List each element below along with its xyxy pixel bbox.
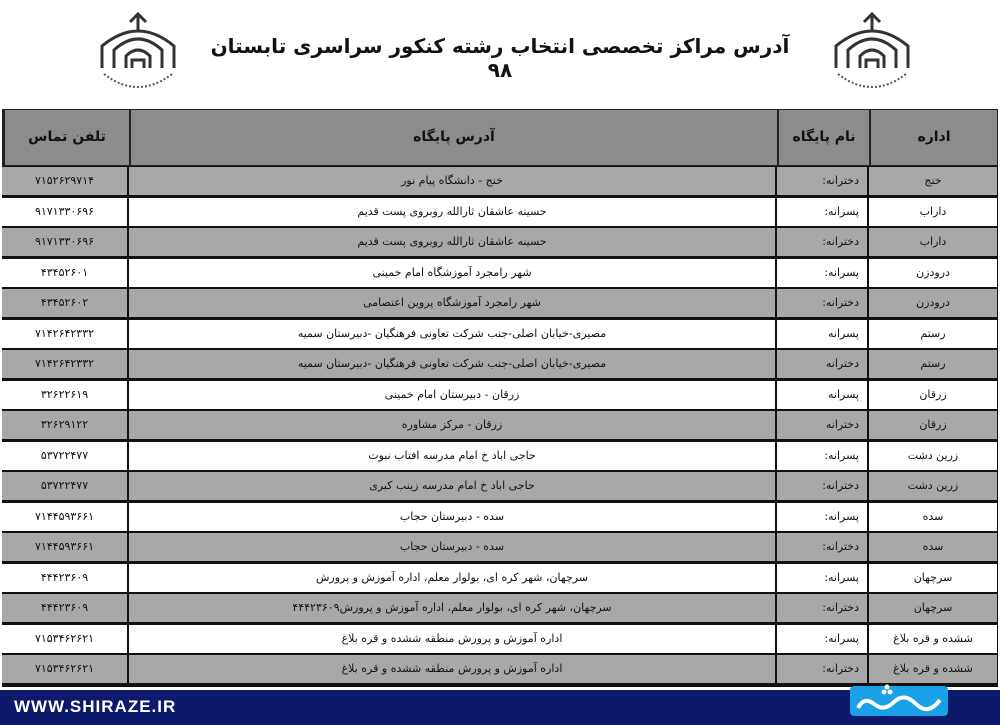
cell-phone: ۵۳۷۲۲۴۷۷ [2,442,127,470]
table-row [2,350,998,378]
cell-phone: ۷۱۴۴۵۹۳۶۶۱ [2,533,127,561]
cell-office: زرقان [869,411,997,439]
column-header-address: آدرس پایگاه [129,110,777,165]
cell-phone: ۴۳۴۵۲۶۰۱ [2,259,127,287]
cell-phone: ۷۱۴۴۵۹۳۶۶۱ [2,503,127,531]
table-row [2,259,998,287]
cell-address: سرچهان، شهر کره ای، بولوار معلم، اداره آموزش و پرورش [129,564,775,592]
page-header [0,0,1000,108]
cell-address: خنج - دانشگاه پیام نور [129,167,775,195]
cell-address: اداره آموزش و پرورش منطقه ششده و قره بلاغ [129,625,775,653]
centers-table [2,109,998,687]
table-row [2,625,998,653]
cell-phone: ۳۲۶۲۲۶۱۹ [2,381,127,409]
cell-address: سده - دبیرستان حجاب [129,503,775,531]
table-row [2,289,998,317]
cell-office: سرچهان [869,564,997,592]
cell-base-name: دخترانه: [777,167,867,195]
cell-base-name: دخترانه: [777,472,867,500]
cell-base-name: پسرانه: [777,503,867,531]
table-row [2,503,998,531]
column-header-phone: تلفن تماس [3,110,129,165]
cell-address: سده - دبیرستان حجاب [129,533,775,561]
cell-office: داراب [869,228,997,256]
table-row [2,381,998,409]
cell-phone: ۴۴۴۲۳۶۰۹ [2,594,127,622]
cell-base-name: دخترانه [777,411,867,439]
cell-phone: ۷۱۴۲۶۴۲۳۳۲ [2,320,127,348]
cell-office: درودزن [869,259,997,287]
cell-phone: ۷۱۵۲۶۲۹۷۱۴ [2,167,127,195]
cell-address: مصیری-خیابان اصلی-جنب شرکت تعاونی فرهنگیان -دبیرستان سمیه [129,350,775,378]
cell-address: اداره آموزش و پرورش منطقه ششده و قره بلاغ [129,655,775,683]
table-row [2,564,998,592]
cell-base-name: پسرانه: [777,625,867,653]
cell-base-name: دخترانه [777,350,867,378]
cell-address: حاجی اباد خ امام مدرسه زینب کبری [129,472,775,500]
page-title: آدرس مراکز تخصصی انتخاب رشته کنکور سراسری تابستان ۹۸ [210,34,790,82]
cell-office: زرین دشت [869,442,997,470]
cell-address: حاجی اباد خ امام مدرسه افتاب نبوت [129,442,775,470]
table-header [2,109,998,166]
cell-office: زرین دشت [869,472,997,500]
table-row [2,411,998,439]
cell-office: درودزن [869,289,997,317]
cell-base-name: پسرانه: [777,198,867,226]
table-row [2,442,998,470]
cell-office: رستم [869,320,997,348]
cell-office: سرچهان [869,594,997,622]
cell-office: خنج [869,167,997,195]
cell-phone: ۴۳۴۵۲۶۰۲ [2,289,127,317]
cell-office: سده [869,533,997,561]
table-row [2,228,998,256]
cell-base-name: دخترانه: [777,655,867,683]
table-row [2,320,998,348]
cell-address: مصیری-خیابان اصلی-جنب شرکت تعاونی فرهنگیان -دبیرستان سمیه [129,320,775,348]
cell-address: سرچهان، شهر کره ای، بولوار معلم، اداره آموزش و پرورش۴۴۴۲۳۶۰۹ [129,594,775,622]
cell-phone: ۷۱۴۲۶۴۲۳۳۲ [2,350,127,378]
cell-office: ششده و قره بلاغ [869,655,997,683]
cell-office: رستم [869,350,997,378]
table-row [2,594,998,622]
cell-base-name: پسرانه: [777,442,867,470]
cell-base-name: پسرانه: [777,259,867,287]
cell-office: سده [869,503,997,531]
cell-phone: ۴۴۴۲۳۶۰۹ [2,564,127,592]
cell-phone: ۵۳۷۲۲۴۷۷ [2,472,127,500]
cell-base-name: دخترانه: [777,594,867,622]
cell-address: زرقان - دبیرستان امام خمینی [129,381,775,409]
cell-base-name: پسرانه [777,381,867,409]
education-emblem-icon [92,8,184,100]
column-header-base-name: نام پایگاه [777,110,869,165]
website-url[interactable]: WWW.SHIRAZE.IR [14,697,177,716]
cell-phone: ۳۲۶۲۹۱۲۲ [2,411,127,439]
cell-office: داراب [869,198,997,226]
cell-phone: ۹۱۷۱۳۳۰۶۹۶ [2,228,127,256]
cell-base-name: دخترانه: [777,533,867,561]
cell-address: زرقان - مرکز مشاوره [129,411,775,439]
cell-address: شهر رامجرد آموزشگاه پروین اعتصامی [129,289,775,317]
shiraze-logo-icon [844,674,954,722]
cell-base-name: دخترانه: [777,228,867,256]
cell-base-name: دخترانه: [777,289,867,317]
cell-phone: ۹۱۷۱۳۳۰۶۹۶ [2,198,127,226]
cell-office: ششده و قره بلاغ [869,625,997,653]
cell-address: حسینه عاشقان ثارالله روبروی پست قدیم [129,228,775,256]
cell-address: حسینه عاشقان ثارالله روبروی پست قدیم [129,198,775,226]
cell-office: زرقان [869,381,997,409]
column-header-office: اداره [869,110,997,165]
education-emblem-icon [826,8,918,100]
cell-phone: ۷۱۵۳۴۶۲۶۲۱ [2,625,127,653]
cell-phone: ۷۱۵۳۴۶۲۶۲۱ [2,655,127,683]
table-row [2,198,998,226]
cell-address: شهر رامجرد آموزشگاه امام خمینی [129,259,775,287]
table-row [2,533,998,561]
table-row [2,167,998,195]
table-row [2,472,998,500]
cell-base-name: پسرانه: [777,564,867,592]
cell-base-name: پسرانه [777,320,867,348]
